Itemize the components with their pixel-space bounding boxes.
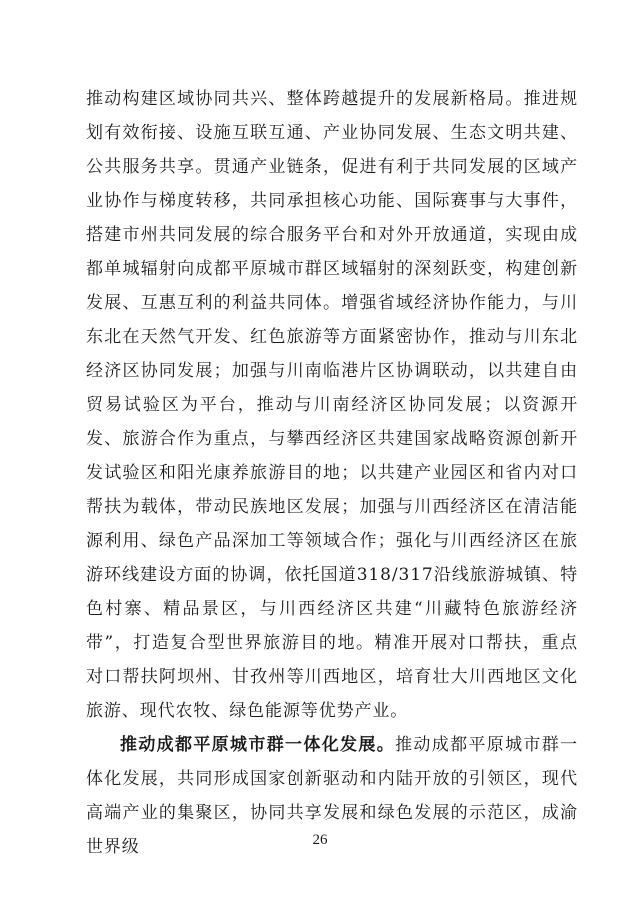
paragraph-text: 推动成都平原城市群一体化发展，共同形成国家创新驱动和内陆开放的引领区，现代高端产业的集聚区，协同共享发展和绿色发展的示范区，成渝世界级 (86, 735, 578, 857)
paragraph-lead-heading: 推动成都平原城市群一体化发展。 (120, 735, 396, 755)
paragraph-regional-coordination (86, 82, 578, 728)
page-number: 26 (312, 832, 328, 848)
paragraph-text: 推动构建区域协同共兴、整体跨越提升的发展新格局。推进规划有效衔接、设施互联互通、产业协同发展、生态文明共建、公共服务共享。贯通产业链条，促进有利于共同发展的区域产业协作与梯度转移，共同承担核心功能、国际赛事与大事件，搭建市州共同发展的综合服务平台和对外开放通道，实现由成都单城辐射向成都平原城市群区域辐射的深刻跃变，构建创新发展、互惠互利的利益共同体。增强省域经济协作能力，与川东北在天然气开发、红色旅游等方面紧密协作，推动与川东北经济区协同发展；加强与川南临港片区协调联动，以共建自由贸易试验区为平台，推动与川南经济区协同发展；以资源开发、旅游合作为重点，与攀西经济区共建国家战略资源创新开发试验区和阳光康养旅游目的地；以共建产业园区和省内对口帮扶为载体，带动民族地区发展；加强与川西经济区在清洁能源利用、绿色产品深加工等领域合作；强化与川西经济区在旅游环线建设方面的协调，依托国道318/317沿线旅游城镇、特色村寨、精品景区，与川西经济区共建“川藏特色旅游经济带”，打造复合型世界旅游目的地。精准开展对口帮扶，重点对口帮扶阿坝州、甘孜州等川西地区，培育壮大川西地区文化旅游、现代农牧、绿色能源等优势产业。 (86, 89, 578, 721)
body-text (86, 82, 578, 864)
